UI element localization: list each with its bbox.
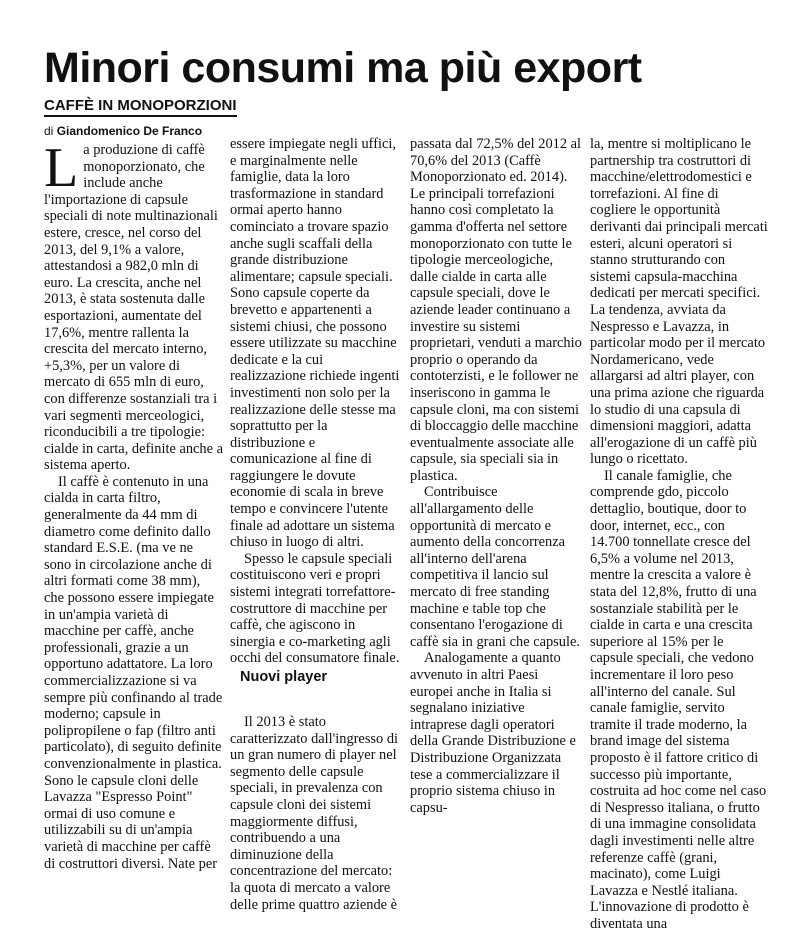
section-kicker: CAFFÈ IN MONOPORZIONI	[44, 97, 237, 117]
paragraph: Spesso le capsule speciali costituiscono veri e propri sistemi integrati torrefattore-costruttore di macchine per caffè, che agiscono in sinergia e co-marketing agli occhi del consumatore finale.	[230, 550, 400, 667]
subheading: Nuovi player	[240, 669, 328, 685]
byline	[44, 124, 223, 138]
paragraph: Il 2013 è stato caratterizzato dall'ingresso di un gran numero di player nel segmento delle capsule speciali, in prevalenza con capsule cloni dei sistemi maggiormente diffusi, contribuendo a una diminuzione della concentrazione del mercato: la quota di mercato a valore delle prime quattro aziende è	[230, 714, 399, 913]
headline: Minori consumi ma più export	[44, 44, 642, 92]
paragraph: la, mentre si moltiplicano le partnership tra costruttori di macchine/elettrodomestici e torrefazioni. Al fine di cogliere le opportunità derivanti dai principali mercati esteri, alcuni operatori si stanno strutturando con sistemi capsula-macchina dedicati per mercati specifici. La tendenza, avviata da Nespresso e Lavazza, in particolar modo per il mercato Nordamericano, vede allargarsi ad altri player, con una prima azione che riguarda lo studio di una capsula di dimensioni maggiori, adatta all'erogazione di un caffè più lungo o ricettato.	[590, 136, 768, 468]
paragraph: essere impiegate negli uffici, e marginalmente nelle famiglie, data la loro trasformazione in standard ormai aperto hanno cominciato a trovare spazio anche sugli scaffali della grande distribuzione alimentare; capsule speciali. Sono capsule coperte da brevetto e appartenenti a sistemi chiusi, che possono essere utilizzate su macchine dedicate e la cui realizzazione richiede ingenti investimenti non solo per la realizzazione delle stesse ma soprattutto per la distribuzione e comunicazione al fine di raggiungere le dovute economie di scala in breve tempo e convincere l'utente finale ad adottare un sistema chiuso in luogo di altri.	[230, 136, 400, 551]
article-column-1	[44, 124, 223, 872]
paragraph: Analogamente a quanto avvenuto in altri Paesi europei anche in Italia si segnalano iniziative intraprese dagli operatori della Grande Distribuzione e Distribuzione Organizzata tese a commercializzare il proprio sistema chiuso in capsu-	[410, 650, 576, 816]
paragraph: Il caffè è contenuto in una cialda in carta filtro, generalmente da 44 mm di diametro come definito dallo standard E.S.E. (ma ve ne sono in circolazione anche di altri formati come 38 mm), che possono essere impiegate in un'ampia varietà di macchine per caffè, anche professionali, grazie a un opportuno adattatore. La loro commercializzazione si va sempre più confinando al trade moderno; capsule in polipropilene o fap (filtro anti particolato), di seguito definite convenzionalmente in plastica. Sono le capsule cloni delle Lavazza "Espresso Point" ormai di uso comune e utilizzabili su di un'ampia varietà di macchine per caffè di costruttori diversi. Nate per	[44, 473, 223, 872]
paragraph: Il canale famiglie, che comprende gdo, piccolo dettaglio, boutique, door to door, internet, ecc., con 14.700 tonnellate cresce del 6,5% a volume nel 2013, mentre la crescita a valore è stata del 12,8%, frutto di una sostanziale stabilità per le cialde in carta e una crescita superiore al 15% per le capsule speciali, che vedono incrementare il loro peso all'interno del canale. Sul canale famiglie, servito tramite il trade moderno, la brand image del sistema proposto è il fattore critico di successo più importante, costruita ad hoc come nel caso di Nespresso italiana, o frutto di una immagine consolidata dagli investimenti nelle altre referenze caffè (grani, macinato), come Luigi Lavazza e Nestlé italiana. L'innovazione di prodotto è diventata una	[590, 467, 767, 932]
paragraph: passata dal 72,5% del 2012 al 70,6% del 2013 (Caffè Monoporzionato ed. 2014). Le principali torrefazioni hanno così completato la gamma d'offerta nel settore monoporzionato con tutte le tipologie merceologiche, dalle cialde in carta alle capsule speciali, dove le aziende leader continuano a investire su sistemi proprietari, venduti a marchio proprio o operando da contoterzisti, e le follower ne inseriscono in gamma le capsule cloni, ma con sistemi di bloccaggio delle macchine eventualmente associate alle capsule, sia speciali sia in plastica.	[410, 136, 582, 484]
article-column-3	[410, 136, 584, 816]
article-column-4	[590, 136, 768, 933]
paragraph: Contribuisce all'allargamento delle opportunità di mercato e aumento della concorrenza all'interno dell'arena competitiva il lancio sul mercato di free standing machine e table top che consentano l'erogazione di caffè sia in grani che capsule.	[410, 484, 580, 650]
byline-prefix: di	[44, 124, 54, 138]
byline-author: Giandomenico De Franco	[56, 124, 203, 138]
article-column-2	[230, 136, 402, 913]
paragraph: a produzione di caffè monoporzionato, che include anche l'importazione di capsule speciali di note multinazionali estere, cresce, nel corso del 2013, del 9,1% a valore, attestandosi a 982,0 mln di euro. La crescita, anche nel 2013, è stata sostenuta dalle esportazioni, aumentate del 17,6%, mentre rallenta la crescita del mercato interno, +5,3%, per un valore di mercato di 655 mln di euro, con differenze sostanziali tra i vari segmenti merceologici, riconducibili a tre tipologie: cialde in carta, definite anche a sistema aperto.	[44, 142, 223, 474]
drop-cap: L	[44, 137, 79, 199]
